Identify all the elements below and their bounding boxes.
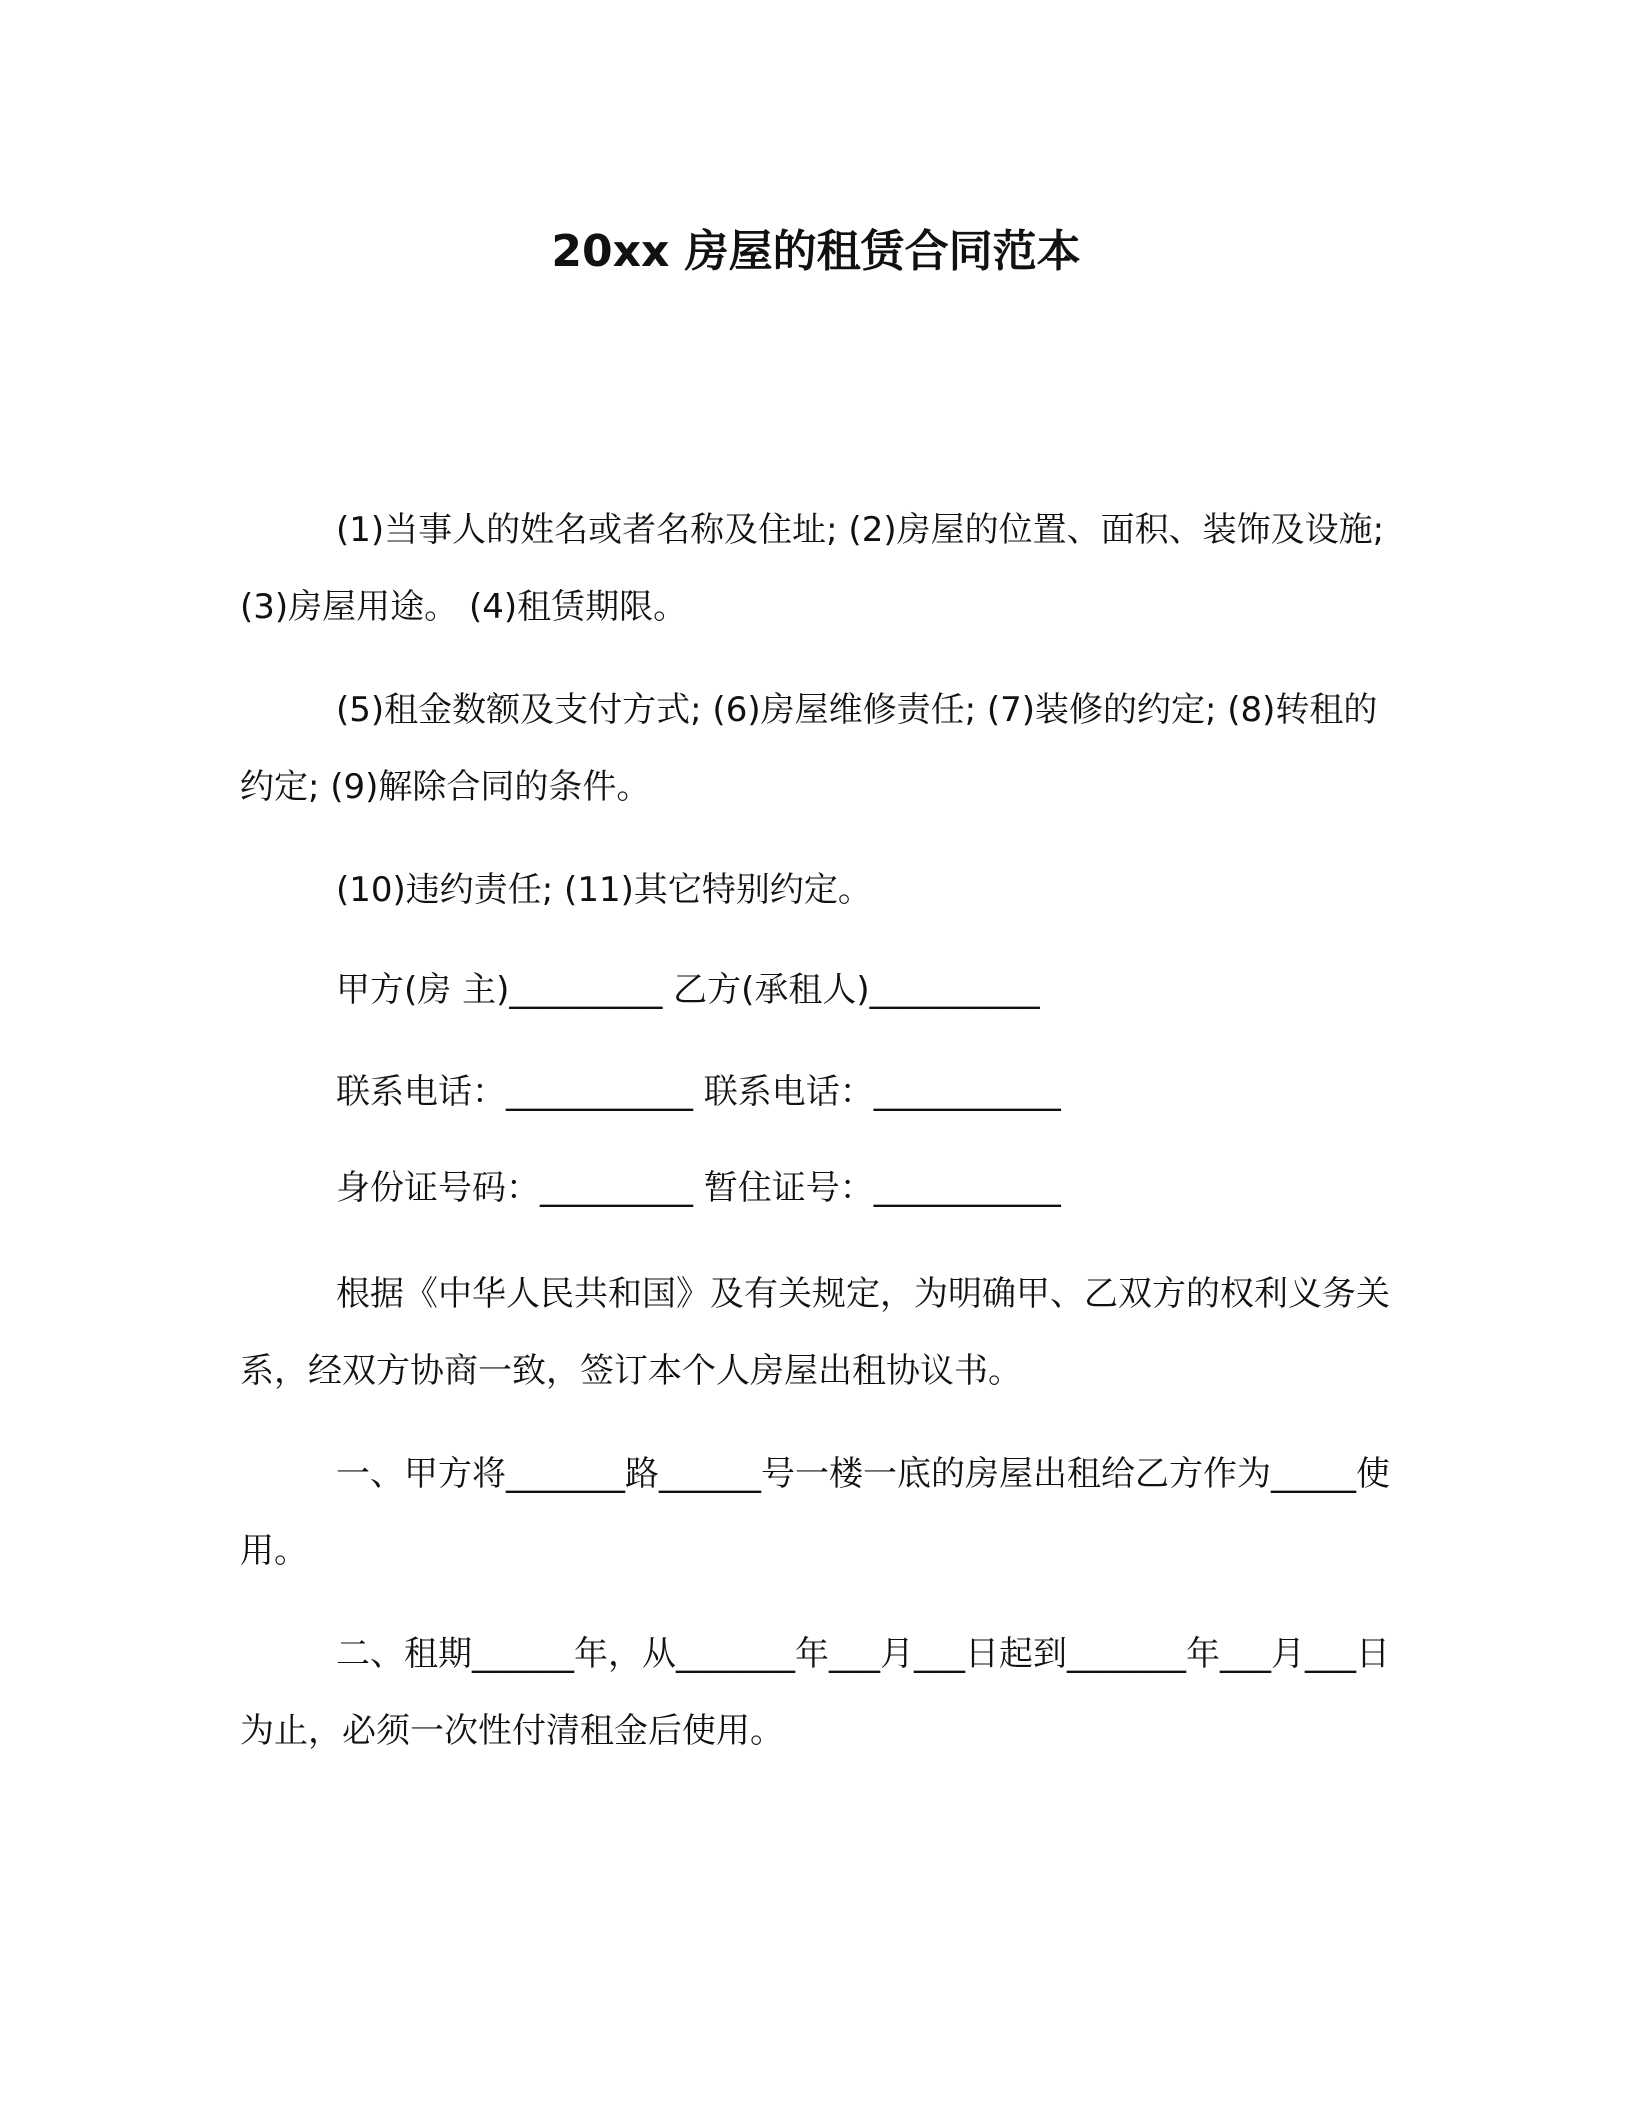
paragraph-preamble: 根据《中华人民共和国》及有关规定，为明确甲、乙双方的权利义务关系，经双方协商一致，签订本个人房屋出租协议书。 — [240, 1274, 1390, 1391]
paragraph-clause-2: 二、租期______年，从_______年___月___日起到_______年___月___日为止，必须一次性付清租金后使用。 — [240, 1634, 1390, 1751]
paragraph-phone-numbers: 联系电话：___________ 联系电话：___________ — [336, 1072, 1061, 1112]
paragraph-contract-items-3: (10)违约责任; (11)其它特别约定。 — [336, 870, 872, 910]
document-title: 20xx 房屋的租赁合同范本 — [551, 226, 1081, 277]
paragraph-contract-items-1: (1)当事人的姓名或者名称及住址; (2)房屋的位置、面积、装饰及设施; (3)房屋用途。 (4)租赁期限。 — [240, 510, 1385, 627]
paragraph-party-names: 甲方(房 主)_________ 乙方(承租人)__________ — [336, 970, 1040, 1010]
paragraph-contract-items-2: (5)租金数额及支付方式; (6)房屋维修责任; (7)装修的约定; (8)转租的约定; (9)解除合同的条件。 — [240, 690, 1378, 807]
paragraph-id-numbers: 身份证号码：_________ 暂住证号：___________ — [336, 1168, 1061, 1208]
paragraph-clause-1: 一、甲方将_______路______号一楼一底的房屋出租给乙方作为_____使用。 — [240, 1454, 1390, 1571]
